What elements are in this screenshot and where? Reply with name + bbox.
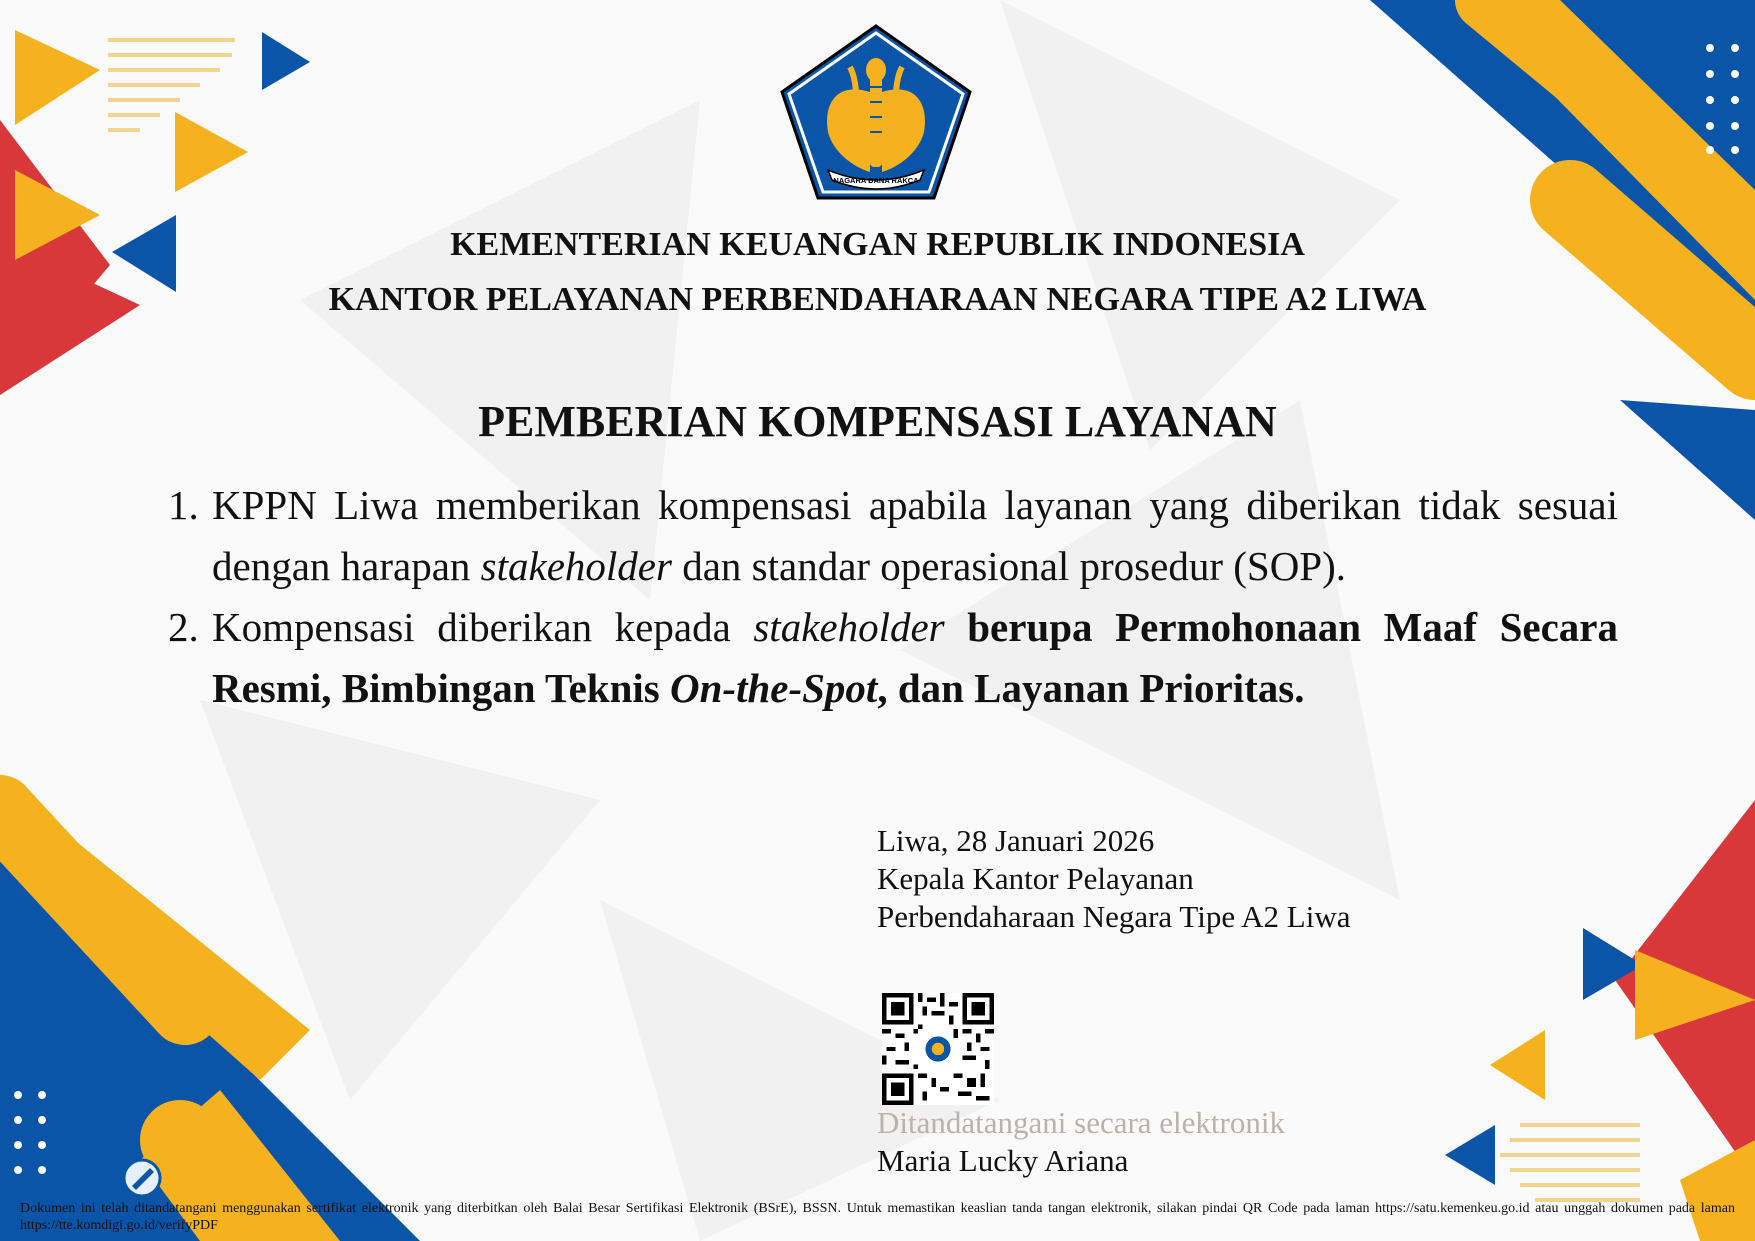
bold-italic-term: On-the-Spot [670, 665, 878, 711]
position-line-2: Perbendaharaan Negara Tipe A2 Liwa [877, 899, 1351, 934]
signer-name: Maria Lucky Ariana [877, 1143, 1129, 1178]
bold-segment: berupa Permohonaan Maaf Secara Resmi, Bimbingan Teknis [212, 604, 1618, 711]
office-heading: KANTOR PELAYANAN PERBENDAHARAAN NEGARA TIPE A2 LIWA [328, 281, 1427, 318]
page-title: PEMBERIAN KOMPENSASI LAYANAN [478, 397, 1277, 446]
bsre-seal-icon [124, 1160, 160, 1196]
list-item-text [212, 597, 1618, 719]
text-segment: dan standar operasional prosedur (SOP). [671, 543, 1347, 589]
list-item [168, 597, 1618, 719]
esign-label: Ditandatangani secara elektronik [877, 1105, 1285, 1140]
place-date: Liwa, 28 Januari 2026 [877, 823, 1155, 858]
qr-code[interactable] [882, 993, 994, 1105]
list-number: 1. [168, 482, 199, 528]
italic-term: stakeholder [480, 543, 672, 589]
italic-term: stakeholder [753, 604, 945, 650]
list-item-text [212, 475, 1618, 597]
list-number: 2. [168, 604, 199, 650]
bold-segment: , dan Layanan Prioritas. [877, 665, 1305, 711]
position-line-1: Kepala Kantor Pelayanan [877, 861, 1194, 896]
kemenkeu-logo [778, 22, 974, 202]
top-left-triangles [0, 30, 310, 395]
compensation-list [168, 475, 1618, 719]
footer-note: Dokumen ini telah ditandatangani menggunakan sertifikat elektronik yang diterbitkan oleh Balai Besar Sertifikasi Elektronik (BSrE), BSSN. Untuk memastikan keaslian tanda tangan elektronik, silakan pindai QR Code pada laman https://satu.kemenkeu.go.id atau unggah dokumen pada laman https://tte.komdigi.go.id/verifyPDF [20, 1201, 1735, 1233]
list-item [168, 475, 1618, 597]
signature-block [877, 822, 1350, 936]
text-segment: Kompensasi diberikan kepada [212, 604, 754, 650]
text-segment: KPPN Liwa memberikan kompensasi apabila layanan yang diberikan tidak sesuai dengan harapan [212, 482, 1618, 589]
bottom-right-triangles [1445, 800, 1755, 1241]
ministry-heading: KEMENTERIAN KEUANGAN REPUBLIK INDONESIA [450, 226, 1305, 263]
logo-motto: NAGARA DANA RAKCA [833, 176, 919, 185]
